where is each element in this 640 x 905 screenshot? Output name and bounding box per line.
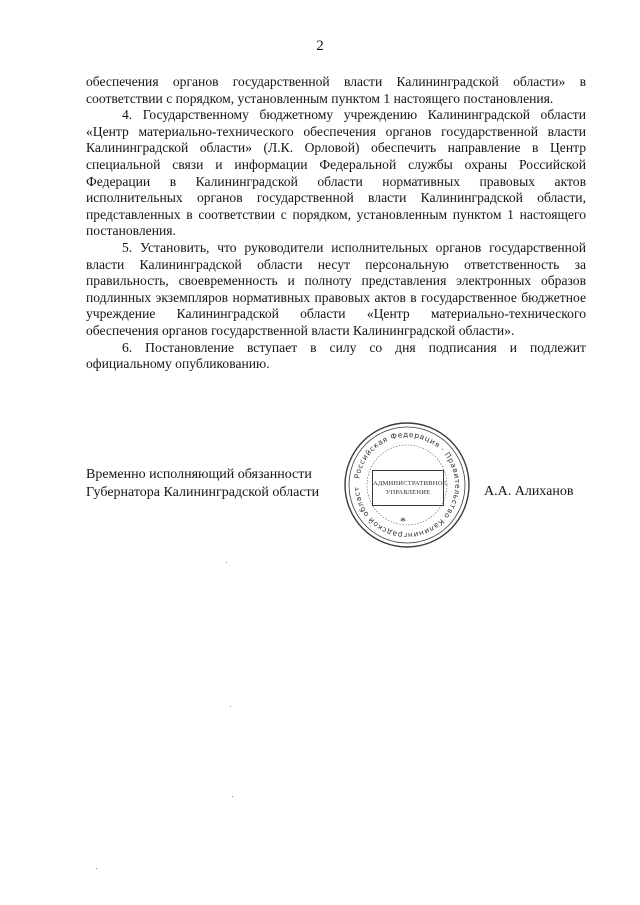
scan-speck [96,868,97,869]
document-body [86,74,586,373]
signer-position-line1: Временно исполняющий обязанности [86,467,312,482]
scan-speck [232,796,233,797]
stamp-center-box [372,470,447,506]
official-stamp [342,420,472,550]
stamp-center-line1: АДМИНИСТРАТИВНОЕ [373,480,447,487]
stamp-star: * [400,514,406,528]
paragraph-item-6: 6. Постановление вступает в силу со дня подписания и подлежит официальному опубликованию. [86,339,586,372]
signer-name: А.А. Алиханов [484,484,574,499]
paragraph-continuation: обеспечения органов государственной власти Калининградской области» в соответствии с порядком, установленным пунктом 1 настоящего постановления. [86,74,586,106]
page-number: 2 [316,38,324,54]
scan-speck [226,562,227,563]
svg-text:Российская Федерация · Правите: Российская Федерация · Правительство Калининградской област [351,429,463,541]
paragraph-item-5: 5. Установить, что руководители исполнительных органов государственной власти Калининградской области несут персональную ответственность за правильность, своевременность и полноту представления электронных образов подлинных экземпляров нормативных правовых актов в государственное бюджетное учреждение Калининградской области «Центр материально-технического обеспечения органов государственной власти Калининградской области». [86,239,586,338]
paragraph-item-4: 4. Государственному бюджетному учреждению Калининградской области «Центр материально-технического обеспечения органов государственной власти Калининградской области» (Л.К. Орловой) обеспечить направление в Центр специальной связи и информации Федеральной службы охраны Российской Федерации в Калининградской области нормативных правовых актов исполнительных органов государственной власти Калининградской области, представленных в соответствии с порядком, установленным пунктом 1 настоящего постановления. [86,107,586,239]
stamp-center-line2: УПРАВЛЕНИЕ [385,489,431,496]
signature-block [86,466,346,502]
signer-position-line2: Губернатора Калининградской области [86,485,320,500]
scan-speck [230,706,231,707]
